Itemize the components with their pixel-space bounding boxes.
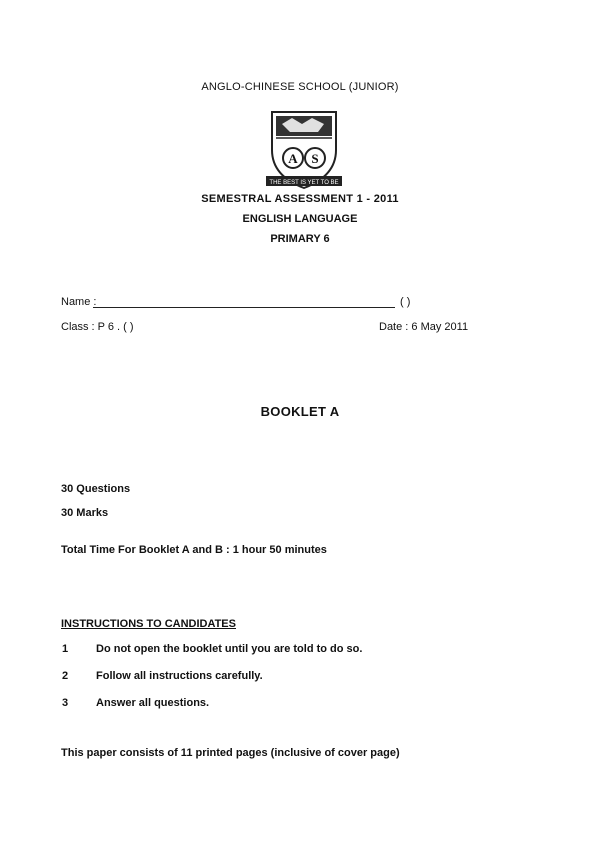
instruction-item: Answer all questions. (96, 697, 210, 709)
instruction-item: Follow all instructions carefully. (96, 670, 263, 682)
instructions-heading: INSTRUCTIONS TO CANDIDATES (61, 618, 236, 630)
name-index-paren: ( ) (400, 296, 411, 308)
school-crest-icon (262, 106, 346, 192)
page-count-note: This paper consists of 11 printed pages (inclusive of cover page) (61, 747, 400, 759)
total-time: Total Time For Booklet A and B : 1 hour 50 minutes (61, 544, 327, 556)
subject-title: ENGLISH LANGUAGE (242, 213, 358, 225)
marks-count: 30 Marks (61, 507, 109, 519)
level-title: PRIMARY 6 (270, 233, 330, 245)
booklet-title: BOOKLET A (260, 404, 340, 419)
questions-count: 30 Questions (61, 483, 131, 495)
svg-text:A: A (288, 151, 298, 166)
name-label: Name : (61, 296, 97, 308)
instruction-item: Do not open the booklet until you are told to do so. (96, 643, 363, 655)
instruction-number: 3 (62, 697, 69, 709)
instruction-number: 2 (62, 670, 69, 682)
name-underline (93, 307, 395, 308)
crest-motto: THE BEST IS YET TO BE (269, 180, 339, 186)
date-label: Date : 6 May 2011 (379, 321, 469, 333)
class-label: Class : P 6 . ( ) (61, 321, 134, 333)
assessment-title: SEMESTRAL ASSESSMENT 1 - 2011 (201, 193, 399, 205)
school-name: ANGLO-CHINESE SCHOOL (JUNIOR) (201, 81, 399, 93)
instruction-number: 1 (62, 643, 69, 655)
svg-text:S: S (311, 151, 319, 166)
